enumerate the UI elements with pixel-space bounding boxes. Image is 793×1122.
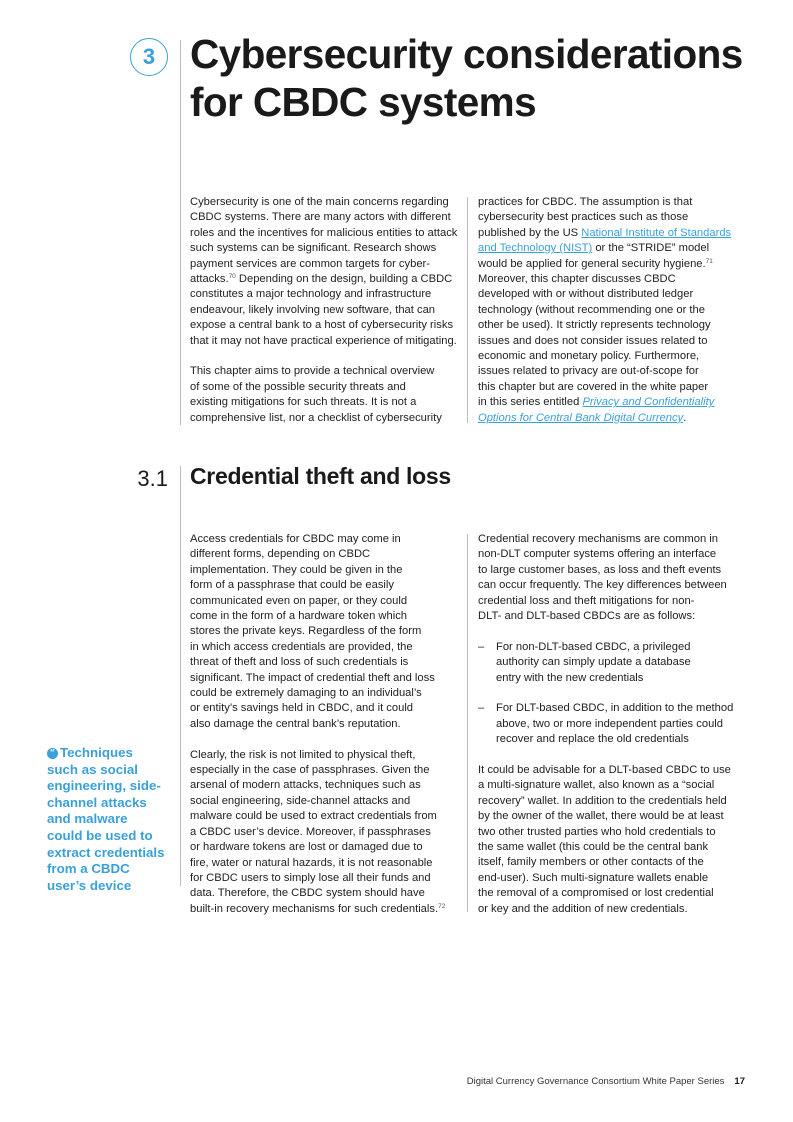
text-line: or key and the addition of new credentials. [478,902,688,915]
footnote-ref-72[interactable]: 72 [438,902,446,910]
text-line: Credential recovery mechanisms are common in [478,533,719,545]
text-line: arsenal of modern attacks, techniques such as [190,779,421,792]
text-line [478,257,753,272]
section-column-left [190,532,465,917]
quote-icon: “ [47,748,58,759]
intro-column-right [478,195,753,426]
text-line: technology (without recommending one or the [478,303,705,316]
text-line: of some of the possible security threats and [190,380,406,393]
text-line: the removal of a compromised or lost credential [478,887,714,900]
section-title: Credential theft and loss [190,463,451,489]
text-line: recover and replace the old credentials [496,733,689,746]
chapter-title [190,30,780,126]
text-line: other be used). It strictly represents technology [478,319,711,332]
text-line: come in the form of a hardware token which [190,610,408,623]
text-line: form of a passphrase that could be easily [190,579,394,592]
chapter-title-line: for CBDC systems [190,79,537,125]
text-line: implementation. They could be given in the [190,563,403,576]
text-line: stores the private keys. Regardless of the form [190,625,422,638]
text-line: malware could be used to extract credentials from [190,810,437,823]
text-line: For non-DLT-based CBDC, a privileged [496,640,691,653]
text-line: especially in the case of passphrases. Given the [190,764,430,777]
text-fragment: Techniques [60,745,133,760]
list-item [478,701,753,747]
footnote-ref-70[interactable]: 70 [228,273,236,281]
text-line: could be extremely damaging to an individual’s [190,687,422,700]
pull-quote-line: from a CBDC [47,861,130,877]
text-line: Access credentials for CBDC may come in [190,533,401,545]
text-line: It could be advisable for a DLT-based CBDC to use [478,764,731,777]
text-line: such systems can be significant. Research shows [190,242,437,255]
paragraph-gap [190,349,465,364]
text-line: This chapter aims to provide a technical overview [190,365,435,378]
footer-series: Digital Currency Governance Consortium White Paper Series [466,1076,725,1087]
text-line: cybersecurity best practices such as those [478,211,689,224]
text-fragment: attacks. [190,273,229,286]
pull-quote-line: channel attacks [47,794,147,810]
text-line: Moreover, this chapter discusses CBDC [478,273,676,286]
text-fragment: Depending on the design, building a CBDC [235,273,453,286]
text-line: communicated even on paper, or they could [190,594,408,607]
text-fragment: built-in recovery mechanisms for such credentials. [190,902,439,915]
paragraph-gap [190,732,465,747]
text-line: above, two or more independent parties could [496,717,724,730]
list-dash: – [478,640,485,653]
paragraph-gap [478,686,753,701]
list-dash: – [478,702,485,715]
text-line: endeavour, likely involving new software, that can [190,303,436,316]
text-line [478,226,753,241]
section-number: 3.1 [137,466,168,491]
text-line: data. Therefore, the CBDC system should have [190,887,425,900]
text-line: or entity’s savings held in CBDC, and it could [190,702,414,715]
text-line: can occur frequently. The key differences between [478,579,727,592]
text-line [478,241,753,256]
text-line: payment services are common targets for cyber- [190,257,430,270]
text-line: comprehensive list, nor a checklist of cybersecurity [190,411,442,424]
text-line: that it may not have practical experience of mitigating. [190,334,457,347]
column-divider [467,534,468,912]
section-divider [180,466,181,886]
text-line: fire, water or natural hazards, it is not reasonable [190,856,433,869]
text-line: also damage the central bank’s reputation. [190,717,401,730]
chapter-title-line: Cybersecurity considerations [190,31,743,77]
text-line: Cybersecurity is one of the main concerns regarding [190,196,449,208]
pull-quote-line: such as social [47,761,138,777]
text-fragment: or the “STRIDE” model [592,242,710,255]
text-line: credential loss and theft mitigations for non- [478,594,695,607]
text-line: or hardware tokens are lost or damaged due to [190,841,423,854]
text-line: existing mitigations for such threats. It is not a [190,396,417,409]
text-line [190,272,465,287]
text-line [478,411,753,426]
pull-quote-line [47,745,172,762]
text-line: economic and monetary policy. Furthermore, [478,350,700,363]
text-line: Clearly, the risk is not limited to physical theft, [190,748,416,761]
text-line: issues and does not consider issues related to [478,334,708,347]
paragraph-gap [478,748,753,763]
pull-quote-line: user’s device [47,877,132,893]
text-line: non-DLT computer systems offering an interface [478,548,717,561]
text-line: social engineering, side-channel attacks and [190,794,411,807]
privacy-paper-link[interactable]: Privacy and Confidentiality [582,396,715,409]
privacy-paper-link-continued[interactable]: Options for Central Bank Digital Currency [478,411,684,424]
text-line: a multi-signature wallet, also known as a “social [478,779,715,792]
text-line: this chapter but are covered in the white paper [478,380,709,393]
text-line: DLT- and DLT-based CBDCs are as follows: [478,610,696,623]
text-line: different forms, depending on CBDC [190,548,371,561]
text-line: end-user). Such multi-signature wallets enable [478,871,709,884]
text-line: roles and the incentives for malicious entities to attack [190,226,458,239]
text-line: to large customer bases, as loss and theft events [478,563,722,576]
text-line: the same wallet (this could be the central bank [478,841,709,854]
text-line: threat of theft and loss of such credentials is [190,656,409,669]
footnote-ref-71[interactable]: 71 [705,257,713,265]
pull-quote [47,745,172,894]
text-line [478,395,753,410]
page-footer [467,1076,745,1087]
nist-link-continued[interactable]: and Technology (NIST) [478,242,593,255]
page-number: 17 [734,1076,745,1087]
chapter-divider [180,40,181,425]
text-line: by the owner of the wallet, there would be at least [478,810,724,823]
pull-quote-line: and malware [47,811,128,827]
text-fragment: in this series entitled [478,396,583,409]
pull-quote-line: engineering, side- [47,778,161,794]
section-column-right [478,532,753,917]
chapter-number: 3 [142,44,156,69]
text-line: significant. The impact of credential theft and loss [190,671,435,684]
text-line: itself, family members or other contacts of the [478,856,704,869]
text-line: for CBDC users to simply lose all their funds and [190,871,431,884]
text-line: developed with or without distributed ledger [478,288,694,301]
text-line: two other trusted parties who hold credentials to [478,825,716,838]
pull-quote-line: could be used to [47,827,153,843]
text-fragment: . [683,411,687,424]
text-fragment: would be applied for general security hygiene. [478,257,706,270]
text-line [190,902,465,917]
text-line: recovery” wallet. In addition to the credentials held [478,794,727,807]
text-line: For DLT-based CBDC, in addition to the method [496,702,734,715]
text-line: CBDC systems. There are many actors with different [190,211,451,224]
list-item [478,640,753,686]
text-line: expose a central bank to a host of cybersecurity risks [190,319,454,332]
paragraph-gap [478,624,753,639]
text-line: constitutes a major technology and infrastructure [190,288,432,301]
intro-column-left [190,195,465,426]
text-line: entry with the new credentials [496,671,644,684]
pull-quote-line: extract credentials [47,844,165,860]
nist-link[interactable]: National Institute of Standards [581,226,732,239]
text-fragment: published by the US [478,226,582,239]
text-line: issues related to privacy are out-of-scope for [478,365,699,378]
chapter-number-badge [130,38,168,76]
text-line: a CBDC user’s device. Moreover, if passphrases [190,825,431,838]
column-divider [467,197,468,423]
text-line: in which access credentials are provided, the [190,640,413,653]
text-line: authority can simply update a database [496,656,691,669]
text-line: practices for CBDC. The assumption is that [478,196,693,208]
